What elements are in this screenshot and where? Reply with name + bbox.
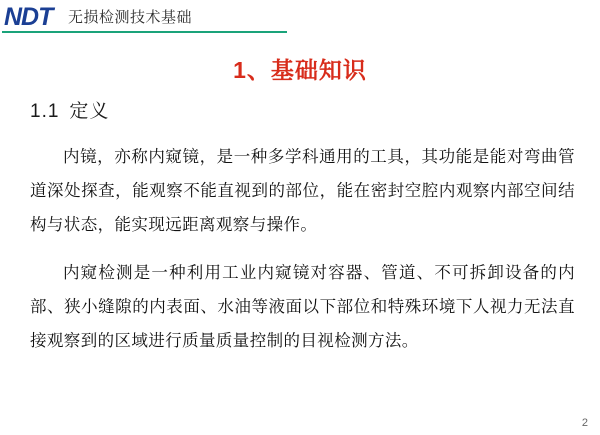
section-label: 定义: [69, 101, 110, 122]
ndt-logo: NDT: [4, 3, 53, 31]
section-heading: [30, 96, 109, 123]
slide-header: [0, 0, 600, 36]
header-title: 无损检测技术基础: [68, 9, 193, 26]
page-title: 1、基础知识: [233, 57, 367, 83]
header-divider: [2, 31, 287, 33]
page-number: 2: [581, 417, 588, 429]
section-number: 1.1: [30, 101, 60, 122]
body-text: [30, 140, 575, 358]
paragraph-2: 内窥检测是一种利用工业内窥镜对容器、管道、不可拆卸设备的内部、狭小缝隙的内表面、水油等液面以下部位和特殊环境下人视力无法直接观察到的区域进行质量质量控制的目视检测方法。: [30, 263, 575, 350]
paragraph-1: 内镜，亦称内窥镜，是一种多学科通用的工具，其功能是能对弯曲管道深处探查，能观察不能直视到的部位，能在密封空腔内观察内部空间结构与状态，能实现远距离观察与操作。: [30, 147, 575, 234]
